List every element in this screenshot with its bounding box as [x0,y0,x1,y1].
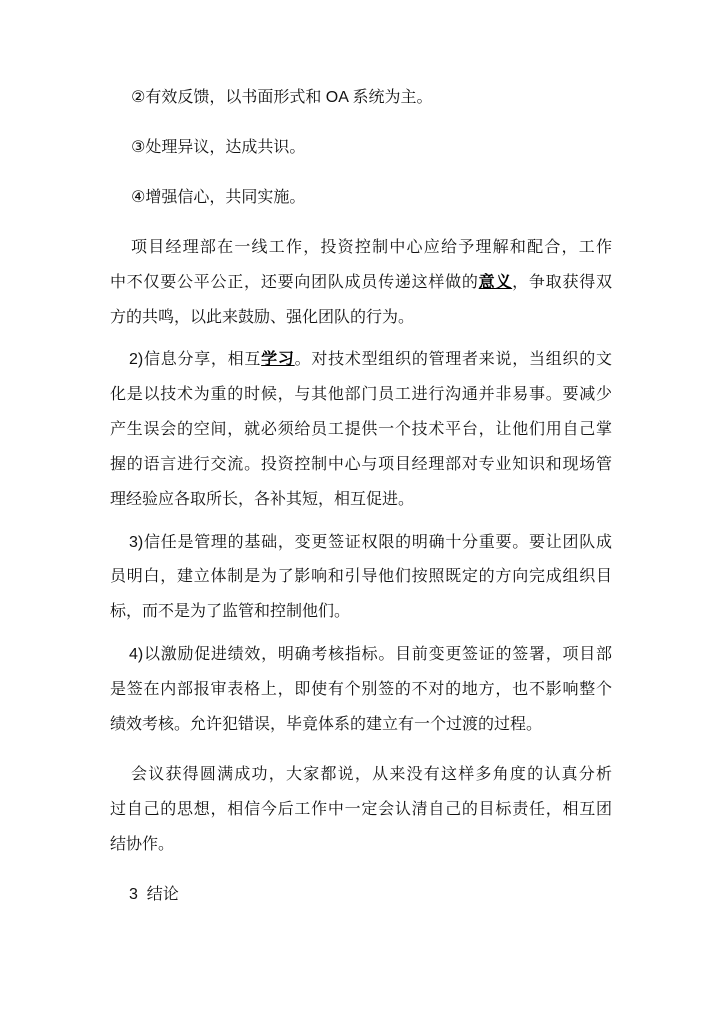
paragraph-line: 过自己的思想，相信今后工作中一定会认清自己的目标责任，相互团 [110,801,612,818]
line-text: ，争取获得双 [512,274,612,291]
list-item: ③处理异议，达成共识。 [131,139,306,156]
line-text: 2)信息分享，相互 [129,351,262,368]
keyword-link-learning[interactable]: 学习 [261,351,295,368]
paragraph-line: 结协作。 [110,836,175,853]
paragraph-line: 员明白，建立体制是为了影响和引导他们按照既定的方向完成组织目 [110,568,612,585]
paragraph-line: 理经验应各取所长，各补其短，相互促进。 [110,491,415,508]
line-text: 。对技术型组织的管理者来说，当组织的文 [294,351,612,368]
paragraph-line: 产生误会的空间，就必须给员工提供一个技术平台，让他们用自己掌 [110,421,612,438]
line-text: 中不仅要公平公正，还要向团队成员传递这样做的 [110,274,479,291]
paragraph-line [129,348,612,372]
list-item: ②有效反馈，以书面形式和 OA 系统为主。 [131,89,433,106]
list-item: ④增强信心，共同实施。 [131,189,306,206]
paragraph-line: 3)信任是管理的基础，变更签证权限的明确十分重要。要让团队成 [129,534,612,551]
paragraph-line: 项目经理部在一线工作，投资控制中心应给予理解和配合，工作 [131,239,612,256]
paragraph-line: 是签在内部报审表格上，即使有个别签的不对的地方，也不影响整个 [110,681,612,698]
paragraph-line: 方的共鸣，以此来鼓励、强化团队的行为。 [110,309,415,326]
paragraph-line: 4)以激励促进绩效，明确考核指标。目前变更签证的签署，项目部 [129,646,612,663]
paragraph-line: 绩效考核。允许犯错误，毕竟体系的建立有一个过渡的过程。 [110,716,543,733]
paragraph-line: 化是以技术为重的时候，与其他部门员工进行沟通并非易事。要减少 [110,386,612,403]
keyword-link-meaning[interactable]: 意义 [478,274,513,291]
paragraph-line: 标，而不是为了监管和控制他们。 [110,603,351,620]
paragraph-line: 会议获得圆满成功，大家都说，从来没有这样多角度的认真分析 [131,766,612,783]
paragraph-line [110,271,612,295]
section-heading: 3 结论 [129,886,179,903]
paragraph-line: 握的语言进行交流。投资控制中心与项目经理部对专业知识和现场管 [110,456,612,473]
